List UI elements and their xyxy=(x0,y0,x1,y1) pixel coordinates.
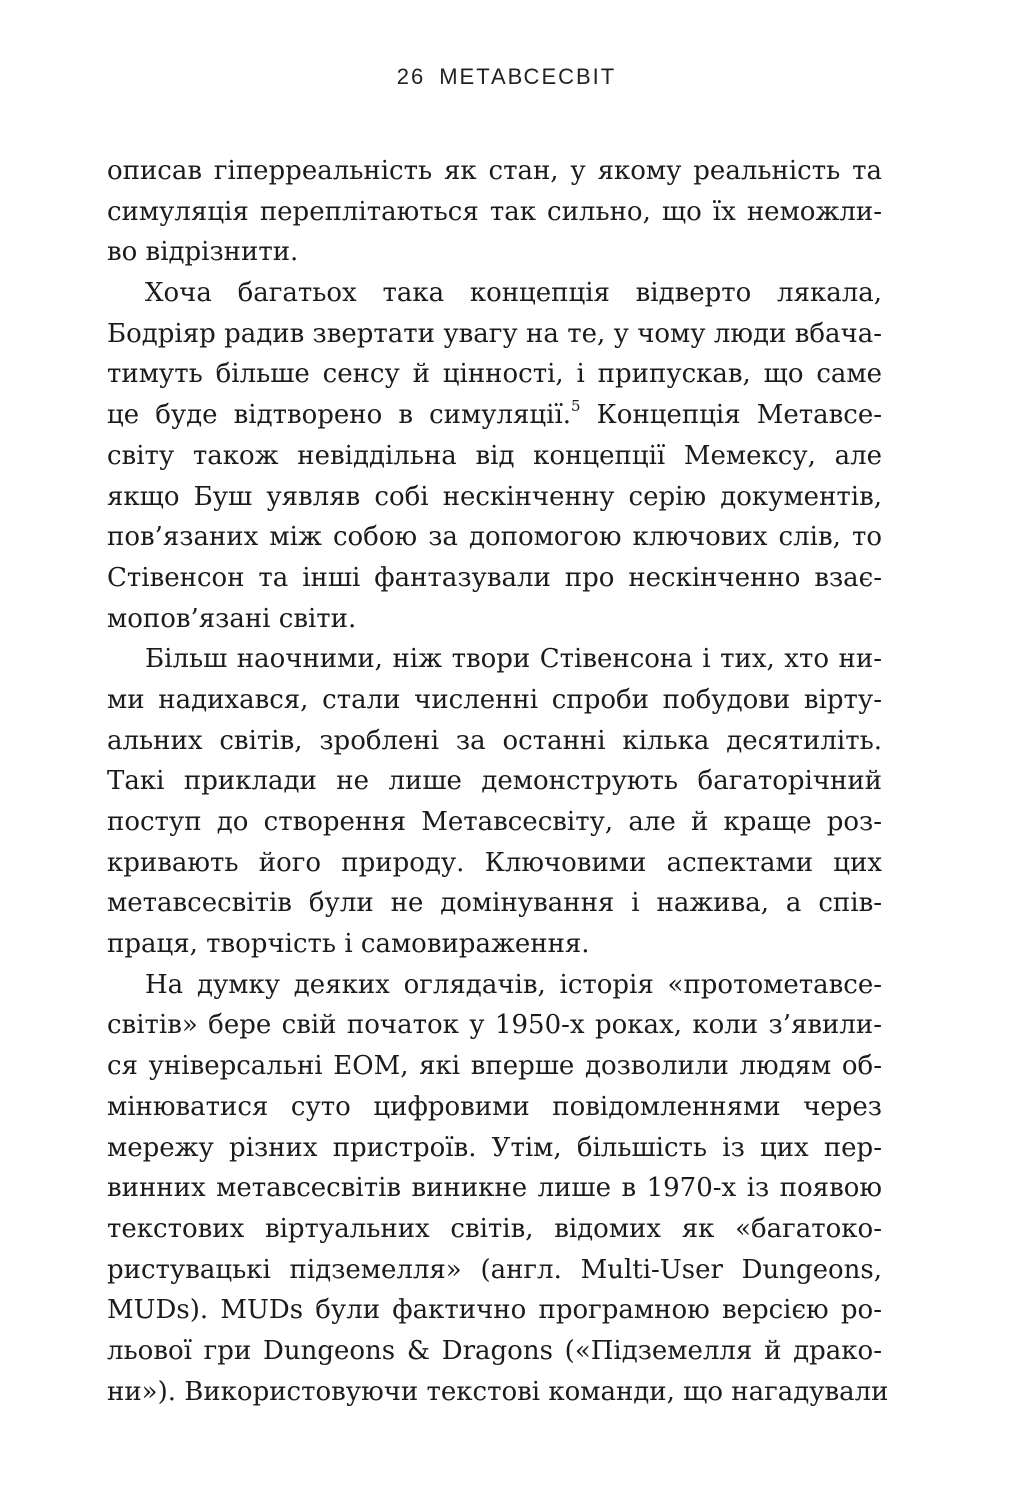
text-line: пов’язаних між собою за допомогою ключових слів, то xyxy=(107,522,882,553)
text-line: ми надихався, стали численні спроби побудови вірту- xyxy=(107,684,882,715)
text-line xyxy=(107,395,882,436)
text-line: MUDs). MUDs були фактично програмною версією ро- xyxy=(107,1295,882,1326)
text-line: мопов’язані світи. xyxy=(107,603,357,634)
text-line: льової гри Dungeons & Dragons («Підземелля й драко- xyxy=(107,1335,882,1366)
text-line: Стівенсон та інші фантазували про нескінченно взає- xyxy=(107,562,882,593)
text-line: ристувацькі підземелля» (англ. Multi-User Dungeons, xyxy=(107,1254,882,1285)
text-line: Бодріяр радив звертати увагу на те, у чому люди вбача- xyxy=(107,318,882,349)
text-line: мінюватися суто цифровими повідомленнями через xyxy=(107,1091,882,1122)
body-text xyxy=(107,151,889,1412)
text-line: симуляція переплітаються так сильно, що їх неможли- xyxy=(107,196,882,227)
text-line: світу також невіддільна від концепції Мемексу, але xyxy=(107,440,882,471)
text-line: На думку деяких оглядачів, історія «протометавсе- xyxy=(145,969,882,1000)
text-line: мережу різних пристроїв. Утім, більшість із цих пер- xyxy=(107,1132,882,1163)
text-line: якщо Буш уявляв собі нескінченну серію документів, xyxy=(107,481,882,512)
text-segment: Концепція Метавсе- xyxy=(580,400,882,431)
running-title: МЕТАВСЕСВІТ xyxy=(439,64,617,89)
text-segment: це буде відтворено в симуляції. xyxy=(107,400,572,431)
text-line: ся універсальні ЕОМ, які вперше дозволили людям об- xyxy=(107,1051,882,1082)
text-line: альних світів, зроблені за останні кілька десятиліть. xyxy=(107,725,882,756)
text-line: кривають його природу. Ключовими аспектами цих xyxy=(107,847,882,878)
text-line: текстових віртуальних світів, відомих як «багатоко- xyxy=(107,1213,882,1244)
running-header xyxy=(0,64,1013,90)
page-number: 26 xyxy=(396,64,426,89)
text-line: описав гіперреальність як стан, у якому реальність та xyxy=(107,156,882,186)
text-line: тимуть більше сенсу й цінності, і припускав, що саме xyxy=(107,359,882,390)
text-line: винних метавсесвітів виникне лише в 1970-х із появою xyxy=(107,1173,882,1204)
text-line: Такі приклади не лише демонструють багаторічний xyxy=(107,766,882,797)
text-line: Хоча багатьох така концепція відверто лякала, xyxy=(145,278,882,309)
text-line: метавсесвітів були не домінування і нажива, а спів- xyxy=(107,888,882,919)
text-line: світів» бере свій початок у 1950-х роках, коли з’явили- xyxy=(107,1010,882,1041)
text-line: праця, творчість і самовираження. xyxy=(107,929,590,960)
footnote-ref[interactable]: 5 xyxy=(571,397,581,416)
text-line: Більш наочними, ніж твори Стівенсона і тих, хто ни- xyxy=(145,644,882,675)
text-line: во відрізнити. xyxy=(107,237,299,268)
text-line: поступ до створення Метавсесвіту, але й краще роз- xyxy=(107,807,882,837)
text-line: ни»). Використовуючи текстові команди, що нагадували xyxy=(107,1376,889,1407)
